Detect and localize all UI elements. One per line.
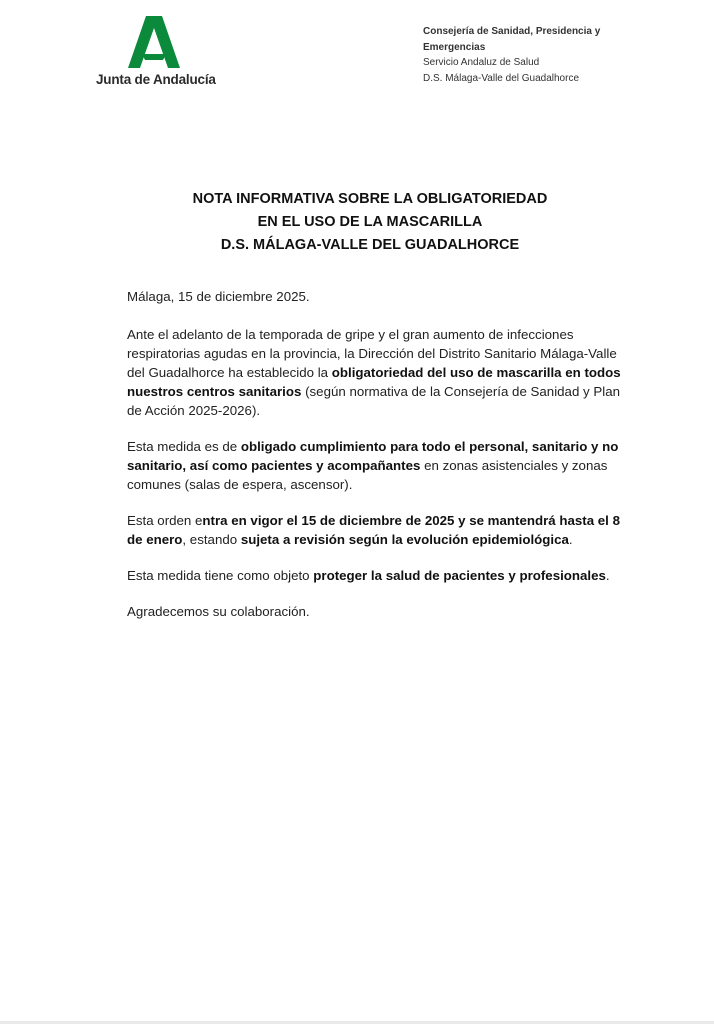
department-name: Consejería de Sanidad, Presidencia y Emergencias	[423, 26, 601, 53]
paragraph-objective	[127, 566, 622, 585]
emphasis-text: obligatoriedad del uso de mascarilla en todos nuestros centros sanitarios	[127, 365, 621, 399]
paragraph-text: Ante el adelanto de la temporada de gripe y el gran aumento de infecciones respiratorias agudas en la provincia, la Dirección del Distrito Sanitario Málaga-Valle del Guadalhorce ha establecido la	[127, 327, 617, 380]
paragraph-validity	[127, 511, 622, 549]
issuer-block	[423, 24, 623, 86]
paragraph-scope	[127, 437, 622, 494]
paragraph-text: (según normativa de la Consejería de Sanidad y Plan de Acción 2025-2026).	[127, 384, 620, 418]
paragraph-text: .	[568, 532, 573, 547]
paragraph-text: en zonas asistenciales y zonas comunes (salas de espera, ascensor).	[127, 458, 608, 492]
paragraph-text: Esta medida tiene como objeto	[127, 568, 314, 583]
document-body	[127, 287, 622, 638]
paragraph-text: Esta orden e	[127, 513, 203, 528]
emphasis-text: ntra en vigor el 15 de diciembre de 2025 y se mantendrá hasta el 8 de enero	[127, 513, 620, 547]
title-line-2: EN EL USO DE LA MASCARILLA	[257, 214, 483, 230]
service-name: Servicio Andaluz de Salud	[423, 57, 540, 68]
emphasis-text: sujeta a revisión según la evolución epidemiológica	[240, 532, 569, 547]
junta-andalucia-a-icon	[128, 16, 180, 68]
paragraph-mask-obligation	[127, 325, 622, 420]
junta-de-andalucia-logo	[96, 16, 220, 94]
closing-line: Agradecemos su colaboración.	[127, 604, 310, 619]
paragraph-text: Esta medida es de	[127, 439, 241, 454]
district-name: D.S. Málaga-Valle del Guadalhorce	[423, 72, 580, 84]
logo-text: Junta de Andalucía	[96, 72, 216, 87]
paragraph-text: .	[605, 568, 610, 583]
title-line-1: NOTA INFORMATIVA SOBRE LA OBLIGATORIEDAD	[192, 191, 548, 207]
emphasis-text: obligado cumplimiento para todo el personal, sanitario y no sanitario, así como pacientes y acompañantes	[127, 439, 619, 473]
date-line: Málaga, 15 de diciembre 2025.	[127, 289, 310, 304]
document-title	[120, 188, 620, 257]
paragraph-text: , estando	[182, 532, 241, 547]
emphasis-text: proteger la salud de pacientes y profesionales	[313, 568, 606, 583]
title-line-3: D.S. MÁLAGA-VALLE DEL GUADALHORCE	[220, 237, 520, 253]
